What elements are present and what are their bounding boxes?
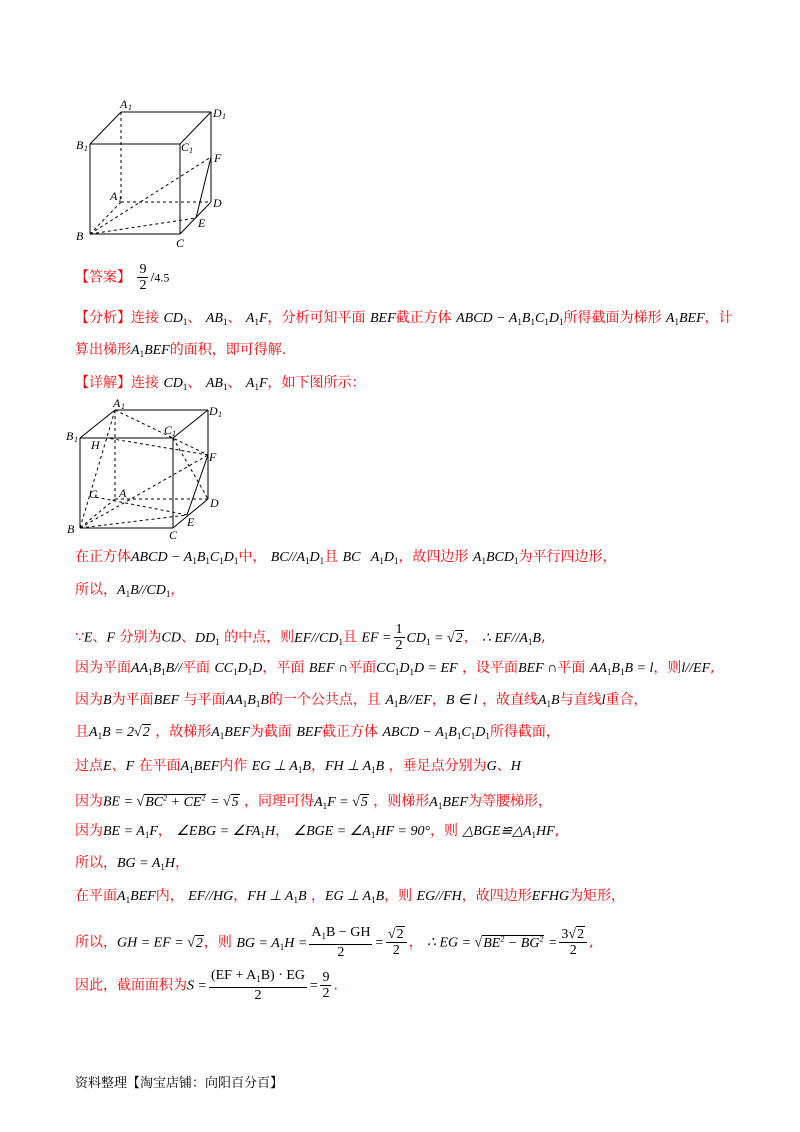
label-D: D [213,196,222,210]
detail-line: 【详解】连接 $CD_1$、 $AB_1$、 $A_1F$，如下图所示： [75,375,366,392]
solution-line-9: 因为BE = $A_1F$， ∠EBG = $\angle FA_1H$， ∠BGE = $\angle A_1HF = 90^\circ$，则 $\triangle BGE≌\triangle A_1HF$, [75,823,560,840]
label2-C1: C [164,423,173,437]
cube-figure-1 [70,95,240,255]
label-C: C [176,236,185,250]
analysis-line-2: 算出梯形$A_1BEF$的面积，即可得解. [75,342,287,359]
svg-text:1: 1 [74,435,78,444]
label-B1: B [76,138,84,152]
label-B: B [76,229,84,243]
label-C1: C [181,140,190,154]
label2-C: C [169,528,178,540]
solution-line-8: 因为BE = $√BC^2 + CE^2 = √5$ ，同理可得$A_1F = √5$ ，则梯形$A_1BEF$为等腰梯形， [75,793,552,811]
cube-figure-2 [65,395,235,540]
label-A1: A [120,97,128,111]
solution-line-4: 因为平面$AA_1B_1B//$平面 $CC_1D_1D$，平面 BEF ∩平面$CC_1D_1D$ = EF ，设平面BEF ∩平面 $AA_1B_1B = l$，则l//EF, [75,660,715,677]
solution-line-10: 所以，BG = $A_1H$， [75,855,190,872]
label2-F: F [209,450,217,464]
svg-text:1: 1 [121,402,125,411]
analysis-line-1: 【分析】连接 $CD_1$、 $AB_1$、 $A_1F$，分析可知平面 BEF截正方体 ABCD − $A_1B_1C_1D_1$所得截面为梯形 $A_1BEF$，计 [75,310,733,327]
solution-line-7: 过点E、F 在平面$A_1BEF$内作 EG ⊥ $A_1B$，FH ⊥ $A_1B$ ，垂足点分别为G、H [75,758,521,775]
label2-A: A [119,486,127,500]
svg-text:1: 1 [84,144,88,153]
answer-tag: 【答案】 [75,269,131,286]
label2-H: H [91,438,100,452]
solution-line-3: ∵E、F 分别为CD、$DD_1$ 的中点，则$EF//CD_1$且 EF = $\frac{1}{2}$ $CD_1 = √2$， ∴ $EF//A_1B$, [75,622,546,653]
solution-line-5: 因为B为平面BEF 与平面$AA_1B_1B$的一个公共点，且 $A_1B//EF$，B ∈ l ，故直线$A_1B$与直线l重合， [75,692,648,709]
label-D1: D [213,106,222,120]
svg-text:1: 1 [189,146,193,155]
label2-D: D [210,496,219,510]
label-A: A [110,189,118,203]
answer-fraction: $\frac{9}{2}$ [139,262,147,293]
label2-D1: D [209,404,218,418]
solution-line-13: 因此，截面面积为S = $\frac{(EF + A_1B) \cdot EG}{2}$ = $\frac{9}{2}$ . [75,968,338,1003]
svg-text:1: 1 [118,195,122,204]
svg-text:1: 1 [128,103,132,112]
svg-text:1: 1 [218,410,222,419]
solution-line-12: 所以，GH = EF = √2，则 BG = $A_1H$ = $\frac{A_1B - GH}{2}$ = $\frac{√2}{2}$ ， ∴ EG = $√BE^2 - BG^2$ = $\frac{3√2}{2}$ , [75,925,594,961]
answer-decimal: 4.5 [154,270,170,285]
label2-G: G [89,487,98,501]
svg-text:1: 1 [222,112,226,121]
solution-line-1: 在正方体ABCD − $A_1B_1C_1D_1$中， $BC//A_1D_1$且 BC $A_1D_1$，故四边形 $A_1BCD_1$为平行四边形， [75,549,617,566]
label2-B1: B [66,429,74,443]
solution-line-2: 所以，$A_1B//CD_1$， [75,582,185,599]
solution-line-6: 且$A_1B = 2√2$ ，故梯形$A_1BEF$为截面 BEF截正方体 ABCD − $A_1B_1C_1D_1$所得截面， [75,724,560,741]
label-E: E [198,216,206,230]
label2-A1: A [113,396,121,410]
label-F: F [214,151,222,165]
solution-line-11: 在平面$A_1BEF$内， EF//HG，FH ⊥ $A_1B$ ，EG ⊥ $A_1B$，则 EG//FH，故四边形EFHG为矩形， [75,888,626,905]
answer-line: 【答案】 $\frac{9}{2}$ /4.5 [75,262,170,293]
svg-text:1: 1 [172,429,176,438]
footer-text: 资料整理【淘宝店铺：向阳百分百】 [75,1076,284,1091]
label2-E: E [187,515,195,529]
label2-B: B [67,522,75,536]
